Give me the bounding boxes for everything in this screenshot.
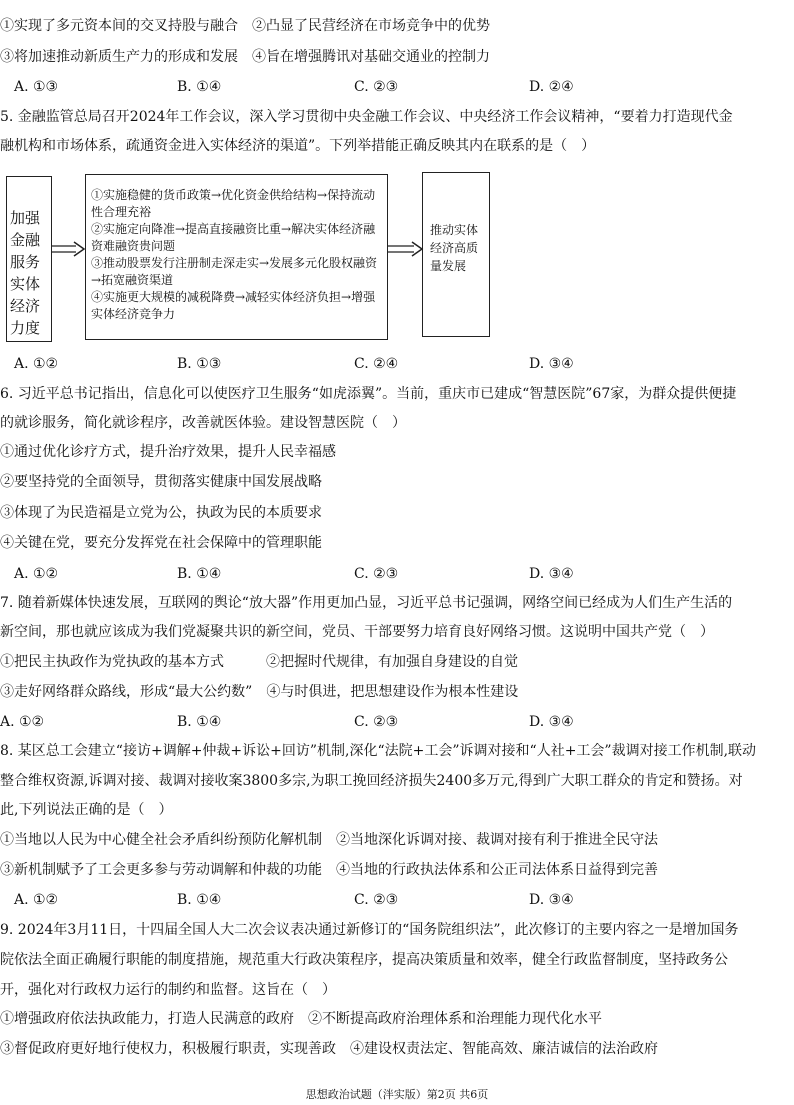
q6-option-c: C. ②③ <box>354 566 399 582</box>
diagram-item-3: ③推动股票发行注册制走深走实→发展多元化股权融资→拓宽融资渠道 <box>91 256 378 287</box>
q7-option-a: A. ①② <box>0 714 45 730</box>
q8-stem-line-2: 整合维权资源,诉调对接、裁调对接收案3800多宗,为职工挽回经济损失2400多万元,得到广大职工群众的肯定和赞扬。对 <box>0 773 743 789</box>
q6-item-4: ④关键在党，要充分发挥党在社会保障中的管理职能 <box>0 535 322 551</box>
q6-item-3: ③体现了为民造福是立党为公，执政为民的本质要求 <box>0 505 322 521</box>
diagram-right-text: 推动实体经济高质量发展 <box>430 223 479 273</box>
diagram-item-1: ①实施稳健的货币政策→优化资金供给结构→保持流动性合理充裕 <box>91 188 376 219</box>
q8-item-line-2: ③新机制赋予了工会更多参与劳动调解和仲裁的功能 ④当地的行政执法体系和公正司法体系日益得到完善 <box>0 862 658 878</box>
q7-option-c: C. ②③ <box>354 714 399 730</box>
q8-option-a: A. ①② <box>14 892 59 908</box>
q7-item-line-1: ①把民主执政作为党执政的基本方式 ②把握时代规律，有加强自身建设的自觉 <box>0 654 518 670</box>
diagram-left-text: 加强金融服务实体经济力度 <box>10 209 41 337</box>
top-item-line-2: ③将加速推动新质生产力的形成和发展 ④旨在增强腾讯对基础交通业的控制力 <box>0 49 490 65</box>
top-option-c: C. ②③ <box>354 79 399 95</box>
q6-stem-line-2: 的就诊服务，简化就诊程序，改善就医体验。建设智慧医院（ ） <box>0 415 406 431</box>
q8-option-d: D. ③④ <box>529 892 574 908</box>
q6-stem-line-1: 6. 习近平总书记指出，信息化可以使医疗卫生服务“如虎添翼”。当前，重庆市已建成“智慧医院”67家，为群众提供便捷 <box>0 386 737 402</box>
q6-option-a: A. ①② <box>14 566 59 582</box>
q5-stem-line-2: 融机构和市场体系，疏通资金进入实体经济的渠道”。下列举措能正确反映其内在联系的是（ ） <box>0 138 596 154</box>
q6-item-2: ②要坚持党的全面领导，贯彻落实健康中国发展战略 <box>0 474 322 490</box>
q6-option-b: B. ①④ <box>177 566 222 582</box>
q6-item-1: ①通过优化诊疗方式，提升治疗效果，提升人民幸福感 <box>0 444 336 460</box>
diagram-item-4: ④实施更大规模的减税降费→减轻实体经济负担→增强实体经济竞争力 <box>91 290 376 321</box>
diagram-right-box <box>422 172 490 337</box>
q5-stem-line-1: 5. 金融监管总局召开2024年工作会议，深入学习贯彻中央金融工作会议、中央经济工作会议精神，“要着力打造现代金 <box>0 109 733 125</box>
q7-option-d: D. ③④ <box>529 714 574 730</box>
double-arrow-icon-left <box>52 240 86 260</box>
q8-stem-line-1: 8. 某区总工会建立“接访+调解+仲裁+诉讼+回访”机制,深化“法院+工会”诉调对接和“人社+工会”裁调对接工作机制,联动 <box>0 743 757 759</box>
q8-option-b: B. ①④ <box>177 892 222 908</box>
top-option-a: A. ①③ <box>14 79 59 95</box>
top-option-b: B. ①④ <box>177 79 222 95</box>
q9-stem-line-2: 院依法全面正确履行职能的制度措施，规范重大行政决策程序，提高决策质量和效率，健全行政监督制度，坚持政务公 <box>0 952 728 968</box>
q9-item-line-1: ①增强政府依法执政能力，打造人民满意的政府 ②不断提高政府治理体系和治理能力现代化水平 <box>0 1011 602 1027</box>
q7-stem-line-1: 7. 随着新媒体快速发展，互联网的舆论“放大器”作用更加凸显，习近平总书记强调，网络空间已经成为人们生产生活的 <box>0 595 733 611</box>
q8-option-c: C. ②③ <box>354 892 399 908</box>
q7-item-line-2: ③走好网络群众路线，形成“最大公约数” ④与时俱进，把思想建设作为根本性建设 <box>0 684 519 700</box>
q5-option-a: A. ①② <box>14 356 59 372</box>
page-footer: 思想政治试题（泮实版）第2页 共6页 <box>305 1088 489 1101</box>
q8-stem-line-3: 此,下列说法正确的是（ ） <box>0 802 173 818</box>
diagram-middle-box <box>85 174 388 340</box>
q9-stem-line-3: 开，强化对行政权力运行的制约和监督。这旨在（ ） <box>0 982 336 998</box>
diagram-item-2: ②实施定向降准→提高直接融资比重→解决实体经济融资难融资贵问题 <box>91 222 376 253</box>
q5-option-d: D. ③④ <box>529 356 574 372</box>
double-arrow-icon-right <box>388 240 424 260</box>
q5-option-c: C. ②④ <box>354 356 399 372</box>
q9-item-line-2: ③督促政府更好地行使权力，积极履行职责，实现善政 ④建设权责法定、智能高效、廉洁诚信的法治政府 <box>0 1041 658 1057</box>
q5-option-b: B. ①③ <box>177 356 222 372</box>
q8-item-line-1: ①当地以人民为中心健全社会矛盾纠纷预防化解机制 ②当地深化诉调对接、裁调对接有利于推进全民守法 <box>0 832 658 848</box>
q9-stem-line-1: 9. 2024年3月11日，十四届全国人大二次会议表决通过新修订的“国务院组织法”，此次修订的主要内容之一是增加国务 <box>0 922 739 938</box>
top-option-d: D. ②④ <box>529 79 574 95</box>
q6-option-d: D. ③④ <box>529 566 574 582</box>
top-item-line-1: ①实现了多元资本间的交叉持股与融合 ②凸显了民营经济在市场竞争中的优势 <box>0 18 490 34</box>
q7-option-b: B. ①④ <box>177 714 222 730</box>
q7-stem-line-2: 新空间，那也就应该成为我们党凝聚共识的新空间，党员、干部要努力培育良好网络习惯。这说明中国共产党（ ） <box>0 624 714 640</box>
diagram-left-box <box>6 176 52 342</box>
